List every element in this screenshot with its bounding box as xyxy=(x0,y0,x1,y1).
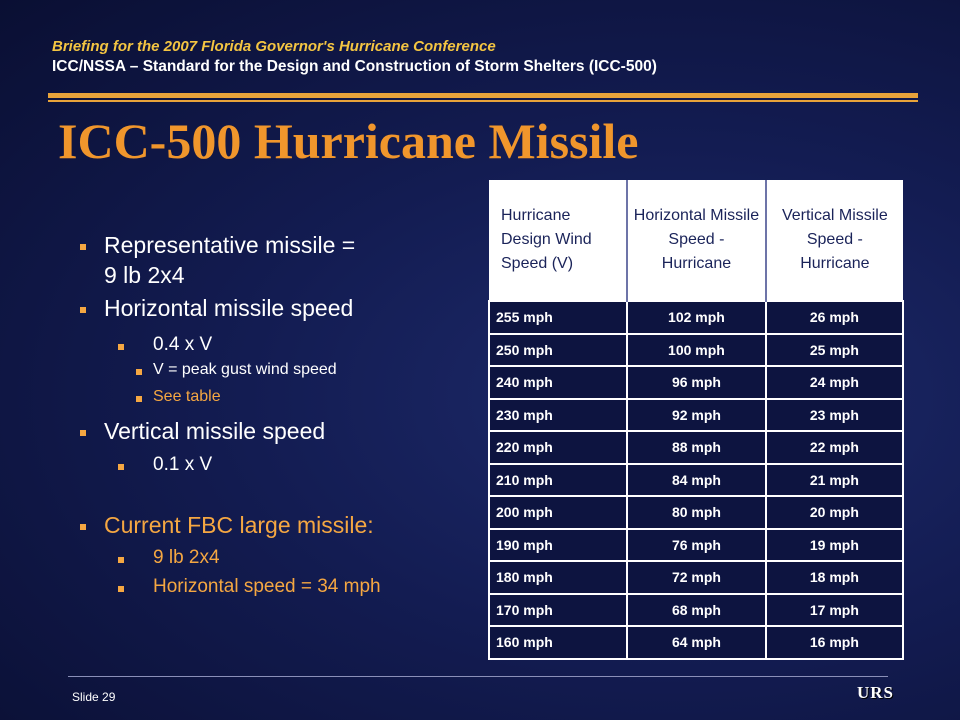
table-row xyxy=(489,496,903,529)
table-header-row xyxy=(489,180,903,301)
table-cell: 68 mph xyxy=(627,594,766,627)
slide-number: Slide 29 xyxy=(72,690,116,704)
bullet-text: 9 lb 2x4 xyxy=(104,262,185,288)
missile-speed-table xyxy=(488,180,904,660)
bullet-marker xyxy=(118,586,124,592)
table-cell: 76 mph xyxy=(627,529,766,562)
table-cell: 17 mph xyxy=(766,594,903,627)
bullet-marker xyxy=(136,396,142,402)
table-cell: 100 mph xyxy=(627,334,766,367)
table-cell: 160 mph xyxy=(489,626,627,659)
table-cell: 180 mph xyxy=(489,561,627,594)
bullet-marker xyxy=(118,557,124,563)
table-cell: 64 mph xyxy=(627,626,766,659)
table-cell: 25 mph xyxy=(766,334,903,367)
table-cell: 220 mph xyxy=(489,431,627,464)
table-cell: 88 mph xyxy=(627,431,766,464)
table-row xyxy=(489,464,903,497)
bullet-text: 0.4 x V xyxy=(153,334,213,355)
table-cell: 102 mph xyxy=(627,301,766,334)
table-header-cell: Horizontal Missile Speed - Hurricane xyxy=(627,180,766,301)
table-row xyxy=(489,366,903,399)
table-cell: 80 mph xyxy=(627,496,766,529)
table-cell: 210 mph xyxy=(489,464,627,497)
table-cell: 200 mph xyxy=(489,496,627,529)
table-cell: 19 mph xyxy=(766,529,903,562)
header-rule-thick xyxy=(48,93,918,98)
bullet-text: See table xyxy=(153,388,221,405)
table-cell: 84 mph xyxy=(627,464,766,497)
table-row xyxy=(489,301,903,334)
table-cell: 96 mph xyxy=(627,366,766,399)
table-row xyxy=(489,431,903,464)
table-cell: 21 mph xyxy=(766,464,903,497)
table-cell: 18 mph xyxy=(766,561,903,594)
table-cell: 24 mph xyxy=(766,366,903,399)
bullet-text: Current FBC large missile: xyxy=(104,512,374,538)
table-cell: 16 mph xyxy=(766,626,903,659)
bullet-marker xyxy=(80,430,86,436)
urs-logo: URS xyxy=(857,683,895,702)
table-body xyxy=(489,301,903,659)
bullet-marker xyxy=(118,344,124,350)
table-cell: 92 mph xyxy=(627,399,766,432)
table-row xyxy=(489,529,903,562)
bullet-marker xyxy=(118,464,124,470)
bullet-marker xyxy=(136,369,142,375)
table-row xyxy=(489,561,903,594)
bullet-marker xyxy=(80,307,86,313)
bullet-text: 9 lb 2x4 xyxy=(153,547,220,568)
table-cell: 72 mph xyxy=(627,561,766,594)
bullet-text: Representative missile = xyxy=(104,232,356,258)
table-cell: 23 mph xyxy=(766,399,903,432)
header-conference: Briefing for the 2007 Florida Governor's Hurricane Conference xyxy=(52,38,496,55)
bullet-text: Horizontal missile speed xyxy=(104,295,354,321)
table-row xyxy=(489,626,903,659)
header-standard: ICC/NSSA – Standard for the Design and Construction of Storm Shelters (ICC-500) xyxy=(52,58,657,75)
table-header-cell: Hurricane Design Wind Speed (V) xyxy=(489,180,627,301)
bullet-text: Vertical missile speed xyxy=(104,418,326,444)
table-cell: 20 mph xyxy=(766,496,903,529)
header-rule-thin xyxy=(48,100,918,102)
footer-rule xyxy=(68,676,888,677)
bullet-text: 0.1 x V xyxy=(153,454,213,475)
table-cell: 190 mph xyxy=(489,529,627,562)
table-row xyxy=(489,334,903,367)
table-row xyxy=(489,399,903,432)
table-cell: 170 mph xyxy=(489,594,627,627)
table-cell: 255 mph xyxy=(489,301,627,334)
table-cell: 230 mph xyxy=(489,399,627,432)
bullet-marker xyxy=(80,244,86,250)
table-cell: 22 mph xyxy=(766,431,903,464)
bullet-marker xyxy=(80,524,86,530)
slide-title: ICC-500 Hurricane Missile xyxy=(58,113,639,169)
table-row xyxy=(489,594,903,627)
table-cell: 250 mph xyxy=(489,334,627,367)
table-cell: 240 mph xyxy=(489,366,627,399)
table-header-cell: Vertical Missile Speed - Hurricane xyxy=(766,180,903,301)
table-cell: 26 mph xyxy=(766,301,903,334)
bullet-text: Horizontal speed = 34 mph xyxy=(153,576,381,597)
bullet-text: V = peak gust wind speed xyxy=(153,361,337,378)
